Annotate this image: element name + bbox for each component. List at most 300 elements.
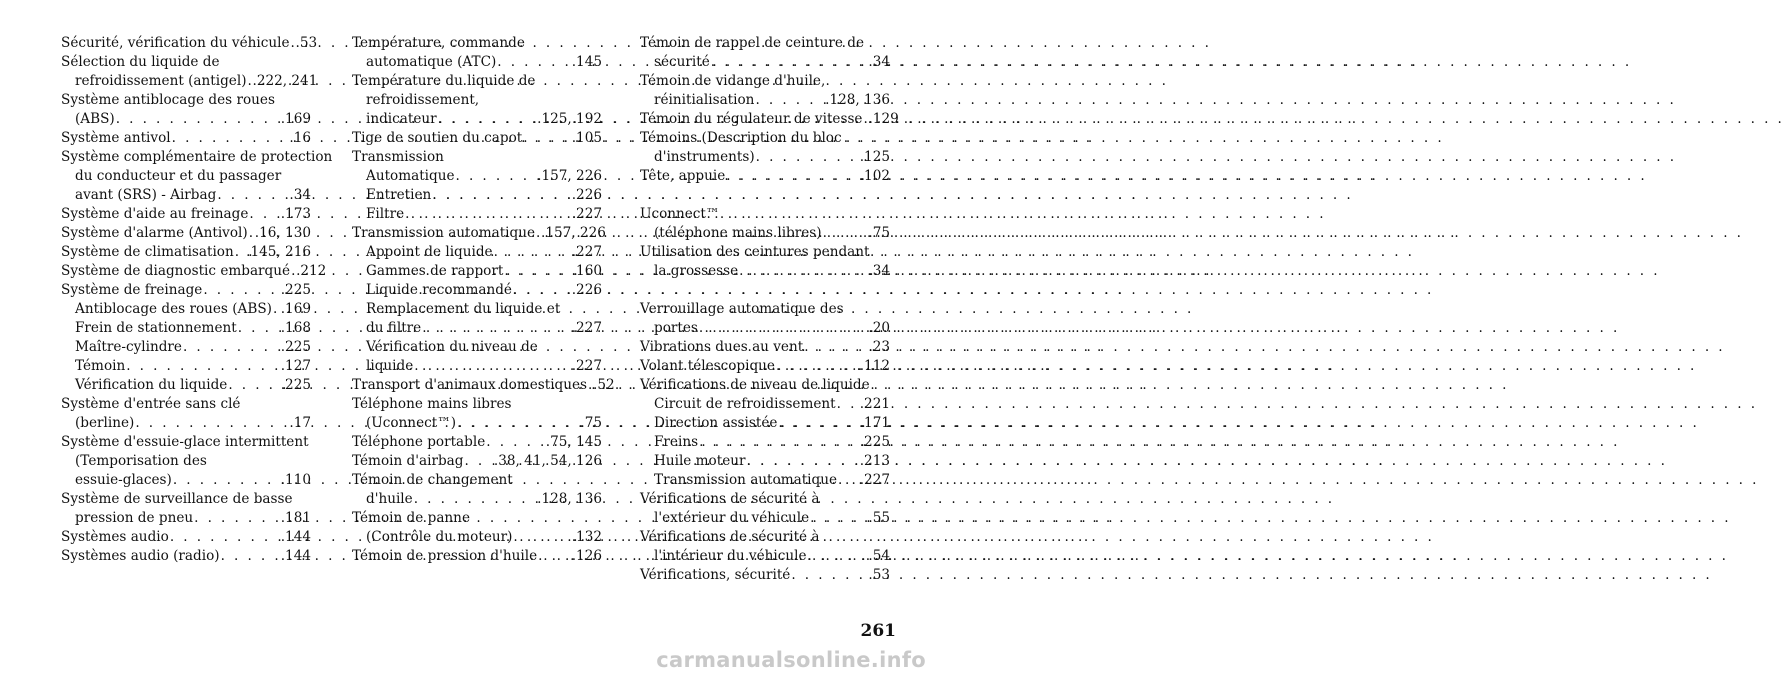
- index-entry-pages: .160: [571, 263, 602, 279]
- index-entry-line: [640, 129, 890, 148]
- index-entry-text: Témoins (Description du bloc: [640, 130, 842, 146]
- index-entry-pages: .34: [868, 54, 890, 70]
- index-entry-pages: .129: [868, 111, 899, 127]
- index-entry-line: [640, 148, 890, 167]
- index-entry-text: Remplacement du liquide et: [366, 301, 561, 317]
- index-entry: [352, 509, 602, 547]
- index-entry-line: [61, 129, 311, 148]
- index-entry-text: refroidissement (antigel): [75, 73, 247, 89]
- index-entry-text: (Uconnect™): [366, 415, 457, 431]
- watermark-text: carmanualsonline.info: [656, 648, 926, 672]
- index-entry-text: Témoin de changement: [352, 472, 513, 488]
- index-entry-text: Vérifications de niveau de liquide: [640, 377, 870, 393]
- index-entry: [352, 547, 602, 566]
- dot-leader: [739, 262, 867, 281]
- dot-leader: [823, 224, 868, 243]
- index-entry-pages: .110: [280, 472, 311, 488]
- index-entry-pages: .105: [571, 130, 602, 146]
- index-entry-pages: .181: [280, 510, 311, 526]
- dot-leader: [183, 338, 280, 357]
- index-entry-text: d'instruments): [654, 149, 755, 165]
- index-entry-pages: .157, 226: [537, 168, 602, 184]
- dot-leader: [438, 110, 537, 129]
- index-entry-line: [640, 566, 890, 585]
- index-entry-text: Maître-cylindre: [75, 339, 182, 355]
- dot-leader: [538, 547, 571, 566]
- dot-leader: [494, 243, 571, 262]
- index-entry-line: [61, 262, 327, 281]
- dot-leader: [711, 53, 868, 72]
- index-entry-pages: .128, 136: [537, 491, 602, 507]
- index-entry-line: [352, 205, 602, 224]
- index-entry: [640, 566, 890, 585]
- index-entry-pages: .17: [289, 415, 311, 431]
- dot-leader: [513, 281, 571, 300]
- dot-leader: [778, 414, 858, 433]
- index-entry-line: [61, 471, 311, 490]
- index-entry-text: Vérifications de sécurité à: [640, 491, 820, 507]
- dot-leader: [747, 452, 859, 471]
- index-entry-line: [61, 300, 311, 319]
- index-entry-line: [640, 395, 890, 414]
- index-entry-pages: .16, 130: [254, 225, 311, 241]
- dot-leader: [248, 72, 252, 91]
- index-entry-text: Tige de soutien du capot: [352, 130, 523, 146]
- index-entry: [61, 205, 311, 224]
- index-entry-pages: .125, 192: [537, 111, 602, 127]
- index-entry-pages: .221: [859, 396, 890, 412]
- index-entry: [640, 490, 890, 528]
- index-entry: [61, 34, 318, 53]
- index-entry-text: Système d'entrée sans clé: [61, 396, 241, 412]
- index-entry-text: Vérification du liquide: [75, 377, 228, 393]
- index-entry-line: [640, 34, 890, 53]
- index-entry-pages: .102: [859, 168, 890, 184]
- index-entry-text: Système d'alarme (Antivol): [61, 225, 248, 241]
- index-entry: [352, 34, 602, 72]
- index-entry-text: Système antivol: [61, 130, 171, 146]
- index-entry-line: [640, 300, 890, 319]
- index-entry-text: (Temporisation des: [75, 453, 207, 469]
- index-entry-text: Système de freinage: [61, 282, 203, 298]
- dot-leader: [173, 471, 280, 490]
- dot-leader: [523, 129, 570, 148]
- index-entry-pages: .168: [280, 320, 311, 336]
- index-entry-line: [352, 262, 602, 281]
- index-entry: [61, 53, 318, 91]
- index-entry-line: [61, 224, 311, 243]
- index-entry-pages: .225: [280, 377, 311, 393]
- index-entry-line: [61, 490, 311, 509]
- index-entry-line: [61, 338, 311, 357]
- index-entry: [61, 224, 311, 243]
- dot-leader: [273, 300, 280, 319]
- index-entry-pages: .38, 41, 54, 126: [493, 453, 602, 469]
- index-entry-pages: .225: [280, 282, 311, 298]
- index-entry-text: Système de climatisation: [61, 244, 234, 260]
- dot-leader: [228, 376, 279, 395]
- index-entry: [640, 34, 890, 72]
- index-entry-pages: .145, 216: [246, 244, 311, 260]
- index-entry-pages: .16: [289, 130, 311, 146]
- index-entry-text: Témoin de panne: [352, 510, 470, 526]
- index-entry: [352, 129, 602, 148]
- index-entry-line: [352, 528, 602, 547]
- index-entry-pages: .225: [859, 434, 890, 450]
- dot-leader: [755, 91, 824, 110]
- index-entry-pages: .127: [280, 358, 311, 374]
- index-entry-text: Frein de stationnement: [75, 320, 237, 336]
- index-entry-text: Témoin d'airbag: [352, 453, 464, 469]
- index-entry-pages: .213: [859, 453, 890, 469]
- dot-leader: [432, 186, 570, 205]
- index-entry-text: l'extérieur du véhicule: [654, 510, 810, 526]
- index-entry-line: [640, 224, 890, 243]
- index-entry-line: [640, 205, 890, 224]
- index-entry-line: [352, 509, 602, 528]
- index-entry-text: Entretien: [366, 187, 432, 203]
- index-entry-pages: .34: [868, 263, 890, 279]
- index-entry-text: (téléphone mains libres): [654, 225, 822, 241]
- index-entry-line: [640, 243, 890, 262]
- dot-leader: [804, 338, 867, 357]
- index-entry: [352, 376, 615, 395]
- index-entry-text: Vérifications de sécurité à: [640, 529, 820, 545]
- index-entry-pages: .53: [868, 567, 890, 583]
- index-entry-line: [640, 91, 890, 110]
- index-column-3: [640, 34, 899, 585]
- index-entry-text: portes: [654, 320, 698, 336]
- index-entry-line: [61, 186, 311, 205]
- dot-leader: [497, 53, 570, 72]
- index-entry: [61, 338, 311, 357]
- dot-leader: [249, 205, 279, 224]
- index-entry-pages: .157, 226: [541, 225, 606, 241]
- index-entry-pages: .227: [571, 206, 602, 222]
- index-entry-pages: .75: [868, 225, 890, 241]
- index-entry: [640, 528, 890, 566]
- index-entry-pages: .173: [280, 206, 311, 222]
- index-entry: [61, 547, 311, 566]
- index-entry: [640, 338, 890, 357]
- index-entry-line: [640, 357, 890, 376]
- index-entry-line: [640, 53, 890, 72]
- index-entry: [61, 376, 311, 395]
- index-entry: [640, 72, 890, 110]
- index-entry-text: Témoin de vidange d'huile,: [640, 73, 826, 89]
- index-entry-text: essuie-glaces): [75, 472, 172, 488]
- index-entry-text: Transmission: [352, 149, 444, 165]
- index-entry: [61, 528, 311, 547]
- index-entry-text: Appoint de liquide: [366, 244, 493, 260]
- index-entry: [61, 490, 311, 528]
- index-entry-line: [61, 205, 311, 224]
- index-entry: [61, 262, 327, 281]
- dot-leader: [135, 414, 288, 433]
- index-entry-text: Utilisation des ceintures pendant: [640, 244, 870, 260]
- index-entry-text: Système complémentaire de protection: [61, 149, 333, 165]
- index-entry: [61, 395, 311, 433]
- index-entry-pages: .226: [571, 187, 602, 203]
- index-entry-line: [352, 395, 602, 414]
- dot-leader: [249, 224, 254, 243]
- index-entry: [352, 395, 602, 433]
- index-entry: [640, 376, 890, 490]
- index-entry: [640, 205, 890, 243]
- index-entry-text: Uconnect™: [640, 206, 720, 222]
- index-entry-text: Transmission automatique: [654, 472, 838, 488]
- index-entry-text: (ABS): [75, 111, 115, 127]
- index-entry-line: [61, 110, 311, 129]
- index-entry-line: [61, 319, 311, 338]
- index-entry-line: [352, 338, 602, 357]
- dot-leader: [238, 319, 280, 338]
- index-entry-line: [352, 414, 602, 433]
- dot-leader: [776, 357, 859, 376]
- index-entry-line: [640, 72, 890, 91]
- index-entry-line: [352, 471, 602, 490]
- index-entry-pages: .55: [868, 510, 890, 526]
- index-entry-text: Vérification du niveau de: [366, 339, 538, 355]
- index-entry-pages: .227: [571, 244, 602, 260]
- index-entry-pages: .112: [859, 358, 890, 374]
- index-entry-pages: .144: [280, 529, 311, 545]
- index-entry-line: [61, 528, 311, 547]
- dot-leader: [170, 528, 280, 547]
- index-entry-line: [352, 300, 602, 319]
- index-entry-text: Direction assistée: [654, 415, 778, 431]
- index-entry-line: [352, 186, 602, 205]
- index-entry: [61, 91, 311, 129]
- index-entry-pages: .54: [868, 548, 890, 564]
- index-entry-text: Circuit de refroidissement: [654, 396, 836, 412]
- index-entry-line: [352, 167, 602, 186]
- index-entry-text: Gammes de rapport: [366, 263, 504, 279]
- dot-leader: [414, 357, 570, 376]
- dot-leader: [414, 490, 536, 509]
- index-entry-text: Systèmes audio (radio): [61, 548, 220, 564]
- index-entry-text: Verrouillage automatique des: [640, 301, 844, 317]
- index-entry-pages: .52: [593, 377, 615, 393]
- dot-leader: [422, 319, 571, 338]
- index-column-2: [352, 34, 615, 566]
- index-entry-pages: .126: [571, 548, 602, 564]
- dot-leader: [513, 528, 570, 547]
- index-entry-text: Témoin de rappel de ceinture de: [640, 35, 864, 51]
- dot-leader: [217, 186, 288, 205]
- index-entry-pages: .75, 145: [545, 434, 602, 450]
- index-entry-text: Vibrations dues au vent: [640, 339, 804, 355]
- index-entry: [61, 319, 311, 338]
- index-entry-line: [640, 376, 890, 395]
- index-entry-text: Huile moteur: [654, 453, 746, 469]
- index-entry-line: [640, 262, 890, 281]
- index-entry-pages: .169: [280, 111, 311, 127]
- dot-leader: [810, 509, 867, 528]
- dot-leader: [504, 262, 570, 281]
- index-entry-line: [640, 319, 890, 338]
- index-entry-line: [352, 547, 602, 566]
- index-entry-text: Système de diagnostic embarqué: [61, 263, 291, 279]
- index-entry-pages: .227: [571, 320, 602, 336]
- index-entry-text: Système d'essuie-glace intermittent: [61, 434, 309, 450]
- index-entry-line: [352, 53, 602, 72]
- dot-leader: [235, 243, 245, 262]
- index-entry-pages: .75: [580, 415, 602, 431]
- dot-leader: [456, 167, 537, 186]
- dot-leader: [837, 395, 859, 414]
- index-entry: [640, 110, 899, 129]
- index-entry-line: [352, 148, 602, 167]
- index-entry-pages: .171: [859, 415, 890, 431]
- index-entry-line: [352, 376, 615, 395]
- index-entry: [640, 300, 890, 338]
- index-entry-pages: .53: [295, 35, 318, 51]
- index-entry: [352, 433, 602, 452]
- index-entry-text: Témoin du régulateur de vitesse: [640, 111, 863, 127]
- index-entry-line: [352, 224, 606, 243]
- dot-leader: [791, 566, 867, 585]
- index-entry-line: [61, 452, 311, 471]
- index-entry-text: Téléphone portable: [352, 434, 486, 450]
- dot-leader: [291, 262, 295, 281]
- index-entry-line: [61, 357, 311, 376]
- index-entry-line: [352, 110, 602, 129]
- index-entry-pages: .227: [859, 472, 890, 488]
- index-entry-pages: .225: [280, 339, 311, 355]
- index-entry-pages: .23: [868, 339, 890, 355]
- index-entry-text: refroidissement,: [366, 92, 480, 108]
- index-entry-text: Systèmes audio: [61, 529, 169, 545]
- index-entry-line: [640, 528, 890, 547]
- index-entry-text: Transport d'animaux domestiques: [352, 377, 588, 393]
- index-entry-line: [352, 91, 602, 110]
- index-entry-pages: .128, 136: [825, 92, 890, 108]
- index-entry-text: du filtre: [366, 320, 422, 336]
- index-entry-text: pression de pneu: [75, 510, 194, 526]
- index-entry-text: indicateur: [366, 111, 437, 127]
- index-entry-text: Téléphone mains libres: [352, 396, 512, 412]
- dot-leader: [699, 319, 868, 338]
- index-entry-line: [640, 547, 890, 566]
- index-entry-line: [640, 167, 890, 186]
- index-entry-line: [352, 129, 602, 148]
- index-entry-text: Témoin de pression d'huile: [352, 548, 538, 564]
- dot-leader: [486, 433, 545, 452]
- index-entry: [352, 452, 602, 471]
- index-entry-text: Témoin: [75, 358, 126, 374]
- index-entry-text: Température du liquide de: [352, 73, 536, 89]
- dot-leader: [863, 110, 867, 129]
- index-entry-text: Système d'aide au freinage: [61, 206, 249, 222]
- index-entry-line: [640, 110, 899, 129]
- index-entry-line: [352, 319, 602, 338]
- index-entry-line: [352, 281, 602, 300]
- dot-leader: [838, 471, 859, 490]
- index-entry-line: [61, 281, 311, 300]
- page-number: 261: [860, 621, 896, 641]
- index-entry-pages: .144: [280, 548, 311, 564]
- index-entry-text: d'huile: [366, 491, 413, 507]
- index-entry-line: [61, 433, 311, 452]
- index-entry-text: Vérifications, sécurité: [640, 567, 791, 583]
- dot-leader: [405, 205, 571, 224]
- index-entry-line: [61, 167, 311, 186]
- dot-leader: [172, 129, 289, 148]
- index-entry-pages: .34: [289, 187, 311, 203]
- index-entry-line: [61, 243, 311, 262]
- dot-leader: [194, 509, 280, 528]
- index-entry-pages: .132: [571, 529, 602, 545]
- index-entry-line: [61, 376, 311, 395]
- index-entry-text: (berline): [75, 415, 135, 431]
- index-entry-pages: .222, 241: [252, 73, 318, 89]
- index-entry: [61, 148, 333, 205]
- index-entry: [61, 243, 311, 262]
- index-entry: [640, 167, 890, 186]
- index-entry-line: [352, 357, 602, 376]
- index-entry-text: la grossesse: [654, 263, 739, 279]
- dot-leader: [464, 452, 492, 471]
- dot-leader: [116, 110, 280, 129]
- index-entry-text: Système de surveillance de basse: [61, 491, 293, 507]
- index-entry-text: Sélection du liquide de: [61, 54, 220, 70]
- index-entry-line: [640, 490, 890, 509]
- index-entry: [640, 129, 890, 167]
- index-entry-line: [352, 452, 602, 471]
- index-entry-text: Automatique: [366, 168, 455, 184]
- index-entry-line: [352, 72, 602, 91]
- index-entry-line: [640, 414, 890, 433]
- index-spacer: [640, 281, 890, 300]
- index-entry-text: Freins: [654, 434, 699, 450]
- dot-leader: [126, 357, 279, 376]
- index-column-1: [61, 34, 333, 566]
- index-entry: [61, 281, 311, 300]
- index-entry-line: [640, 452, 890, 471]
- index-entry-line: [61, 509, 311, 528]
- index-entry-line: [640, 338, 890, 357]
- index-entry-line: [61, 53, 311, 72]
- index-entry-pages: .226: [571, 282, 602, 298]
- index-entry-text: Sécurité, vérification du véhicule: [61, 35, 290, 51]
- index-entry-line: [352, 433, 602, 452]
- dot-leader: [457, 414, 579, 433]
- dot-leader: [221, 547, 280, 566]
- index-entry-line: [61, 414, 311, 433]
- index-entry-line: [352, 490, 602, 509]
- dot-leader: [203, 281, 279, 300]
- index-entry-line: [61, 547, 311, 566]
- index-entry-text: automatique (ATC): [366, 54, 497, 70]
- index-entry-text: Système antiblocage des roues: [61, 92, 275, 108]
- index-entry-text: (Contrôle du moteur): [366, 529, 513, 545]
- dot-leader: [726, 167, 858, 186]
- index-entry: [352, 224, 606, 376]
- index-entry-text: avant (SRS) - Airbag: [75, 187, 217, 203]
- index-entry-line: [61, 148, 333, 167]
- index-entry-pages: .145: [571, 54, 602, 70]
- index-spacer: [640, 186, 890, 205]
- index-entry-text: Transmission automatique: [352, 225, 536, 241]
- index-entry-pages: .212: [296, 263, 327, 279]
- index-entry-text: l'intérieur du véhicule: [654, 548, 807, 564]
- index-entry-text: Volant télescopique: [640, 358, 775, 374]
- index-entry: [352, 72, 602, 129]
- index-entry-pages: .227: [571, 358, 602, 374]
- index-entry-text: du conducteur et du passager: [75, 168, 282, 184]
- index-entry-text: réinitialisation: [654, 92, 755, 108]
